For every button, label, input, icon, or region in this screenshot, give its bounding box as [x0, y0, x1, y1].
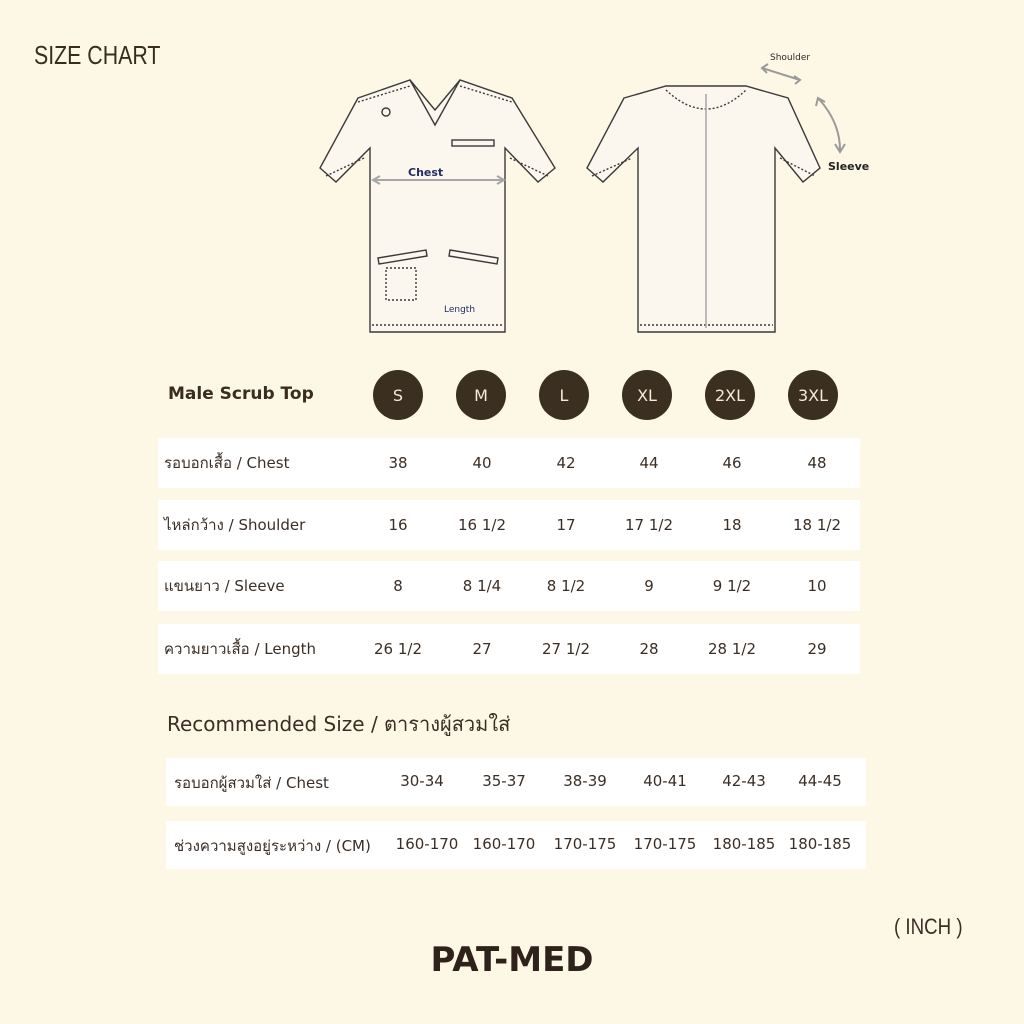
table-cell: 17 1/2	[625, 516, 673, 534]
sleeve-arrow	[816, 98, 845, 152]
row-label: ช่วงความสูงอยู่ระหว่าง / (CM)	[174, 837, 371, 855]
unit-label: ( INCH )	[894, 914, 963, 939]
table-cell: 8	[393, 577, 403, 595]
table-cell: 40	[472, 454, 492, 472]
table-cell: 180-185	[788, 835, 852, 853]
table-cell: 44	[639, 454, 659, 472]
back-view	[587, 86, 820, 332]
size-badge-xl: XL	[622, 370, 672, 420]
row-label: แขนยาว / Sleeve	[164, 577, 285, 595]
table-cell: 160-170	[395, 835, 459, 853]
table-cell: 35-37	[482, 772, 526, 790]
recommended-row-height	[166, 821, 866, 869]
measurement-row-sleeve	[158, 561, 860, 611]
table-cell: 8 1/4	[462, 577, 502, 595]
table-cell: 27	[472, 640, 492, 658]
table-cell: 40-41	[643, 772, 687, 790]
brand-logo: PAT-MED	[430, 940, 594, 980]
length-label: Length	[444, 305, 476, 315]
measurement-row-chest	[158, 438, 860, 488]
size-badge-2xl: 2XL	[705, 370, 755, 420]
table-cell: 28	[639, 640, 659, 658]
shoulder-label: Shoulder	[770, 53, 811, 63]
table-cell: 42	[556, 454, 576, 472]
table-cell: 9 1/2	[712, 577, 752, 595]
table-cell: 42-43	[722, 772, 766, 790]
measurement-row-length	[158, 624, 860, 674]
scrub-top-drawing	[300, 40, 900, 350]
table-cell: 9	[644, 577, 654, 595]
garment-illustration	[300, 40, 900, 350]
row-label: ไหล่กว้าง / Shoulder	[164, 516, 306, 534]
page-title: SIZE CHART	[34, 40, 161, 70]
table-cell: 29	[807, 640, 827, 658]
product-name: Male Scrub Top	[168, 384, 314, 404]
shoulder-arrow	[762, 64, 800, 84]
sleeve-label: Sleeve	[828, 160, 870, 173]
table-cell: 38-39	[563, 772, 607, 790]
table-cell: 38	[388, 454, 408, 472]
recommended-heading: Recommended Size / ตารางผู้สวมใส่	[167, 712, 511, 736]
table-cell: 30-34	[400, 772, 444, 790]
measurement-row-shoulder	[158, 500, 860, 550]
table-cell: 16	[388, 516, 408, 534]
table-cell: 27 1/2	[542, 640, 590, 658]
size-badge-m: M	[456, 370, 506, 420]
table-cell: 18 1/2	[793, 516, 841, 534]
recommended-row-chest	[166, 758, 866, 806]
table-cell: 8 1/2	[546, 577, 586, 595]
table-cell: 28 1/2	[708, 640, 756, 658]
table-cell: 48	[807, 454, 827, 472]
table-cell: 170-175	[633, 835, 697, 853]
row-label: รอบอกเสื้อ / Chest	[164, 454, 290, 472]
table-cell: 18	[722, 516, 742, 534]
table-cell: 16 1/2	[458, 516, 506, 534]
front-view	[320, 80, 555, 332]
table-cell: 160-170	[472, 835, 536, 853]
table-cell: 17	[556, 516, 576, 534]
row-label: ความยาวเสื้อ / Length	[164, 640, 317, 658]
table-cell: 170-175	[553, 835, 617, 853]
size-badge-3xl: 3XL	[788, 370, 838, 420]
table-cell: 26 1/2	[374, 640, 422, 658]
row-label: รอบอกผู้สวมใส่ / Chest	[174, 774, 329, 792]
size-badge-s: S	[373, 370, 423, 420]
size-badge-l: L	[539, 370, 589, 420]
table-cell: 180-185	[712, 835, 776, 853]
table-cell: 46	[722, 454, 742, 472]
chest-label: Chest	[408, 166, 444, 179]
table-cell: 10	[807, 577, 827, 595]
table-cell: 44-45	[798, 772, 842, 790]
